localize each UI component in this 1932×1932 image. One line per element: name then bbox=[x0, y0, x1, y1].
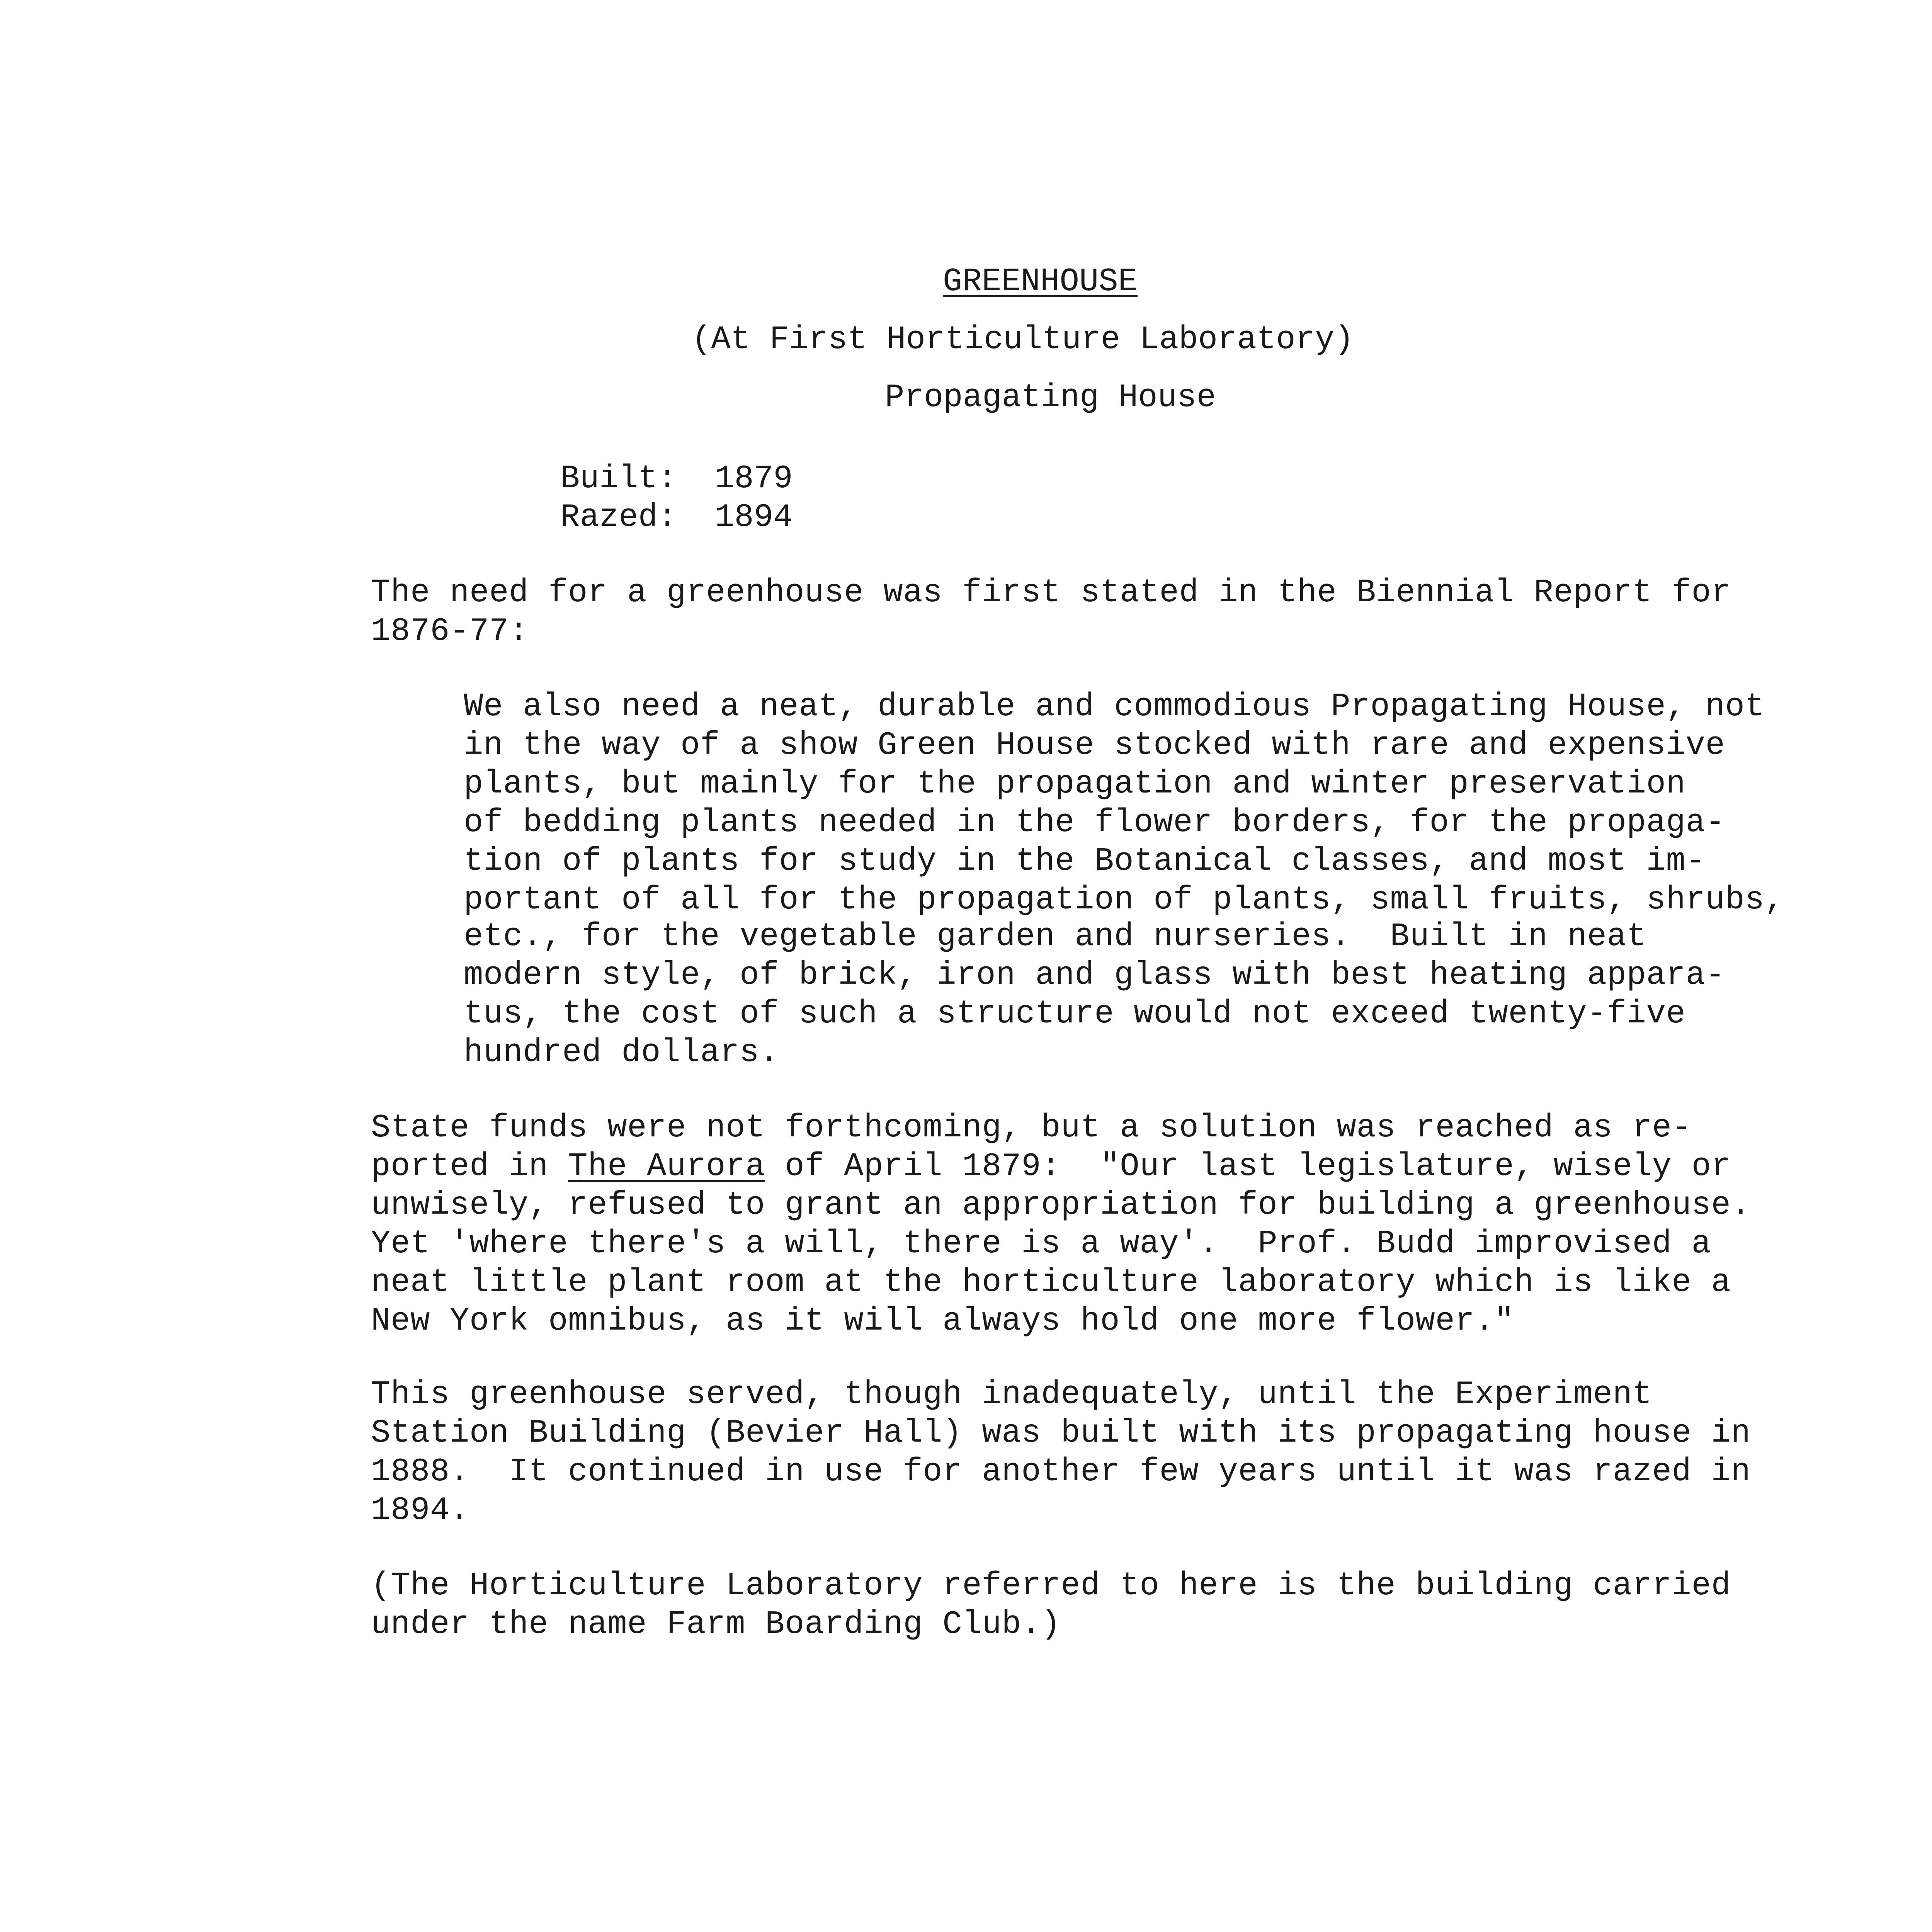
razed-year: 1894 bbox=[715, 499, 793, 536]
paragraph-line: unwisely, refused to grant an appropriation for building a greenhouse. bbox=[371, 1187, 1751, 1224]
paragraph-line: 1888. It continued in use for another few years until it was razed in bbox=[371, 1454, 1751, 1490]
paragraph-line: 1894. bbox=[371, 1492, 470, 1529]
paragraph-text: ported in bbox=[371, 1148, 568, 1185]
paragraph-line bbox=[371, 1148, 1731, 1186]
quote-line: hundred dollars. bbox=[464, 1034, 779, 1071]
paragraph-line: This greenhouse served, though inadequately, until the Experiment bbox=[371, 1376, 1652, 1413]
paragraph-line: (The Horticulture Laboratory referred to here is the building carried bbox=[371, 1568, 1731, 1604]
paragraph-line: New York omnibus, as it will always hold one more flower." bbox=[371, 1303, 1514, 1340]
quote-line: modern style, of brick, iron and glass with best heating appara- bbox=[464, 957, 1725, 994]
quote-line: plants, but mainly for the propagation and winter preservation bbox=[464, 766, 1686, 803]
subtitle: (At First Horticulture Laboratory) bbox=[692, 321, 1354, 358]
quote-line: tus, the cost of such a structure would not exceed twenty-five bbox=[464, 996, 1686, 1032]
intro-line: 1876-77: bbox=[371, 613, 529, 650]
publication-title: The Aurora bbox=[568, 1148, 765, 1185]
paragraph-line: neat little plant room at the horticulture laboratory which is like a bbox=[371, 1264, 1731, 1301]
subtitle-secondary: Propagating House bbox=[885, 379, 1216, 416]
quote-line: We also need a neat, durable and commodious Propagating House, not bbox=[464, 689, 1765, 725]
quote-line: tion of plants for study in the Botanical classes, and most im- bbox=[464, 843, 1706, 880]
quote-line: portant of all for the propagation of plants, small fruits, shrubs, bbox=[464, 882, 1784, 918]
razed-label: Razed: bbox=[560, 499, 677, 536]
paragraph-text: of April 1879: "Our last legislature, wisely or bbox=[765, 1148, 1731, 1185]
quote-line: of bedding plants needed in the flower borders, for the propaga- bbox=[464, 804, 1725, 841]
paragraph-line: Yet 'where there's a will, there is a way'. Prof. Budd improvised a bbox=[371, 1226, 1711, 1262]
page-title: GREENHOUSE bbox=[943, 264, 1138, 300]
paragraph-line: State funds were not forthcoming, but a solution was reached as re- bbox=[371, 1110, 1692, 1146]
built-year: 1879 bbox=[715, 461, 793, 497]
built-label: Built: bbox=[560, 461, 677, 497]
paragraph-line: Station Building (Bevier Hall) was built with its propagating house in bbox=[371, 1415, 1751, 1452]
paragraph-line: under the name Farm Boarding Club.) bbox=[371, 1606, 1061, 1643]
quote-line: in the way of a show Green House stocked with rare and expensive bbox=[464, 727, 1725, 764]
intro-line: The need for a greenhouse was first stated in the Biennial Report for bbox=[371, 575, 1731, 611]
quote-line: etc., for the vegetable garden and nurseries. Built in neat bbox=[464, 918, 1646, 955]
